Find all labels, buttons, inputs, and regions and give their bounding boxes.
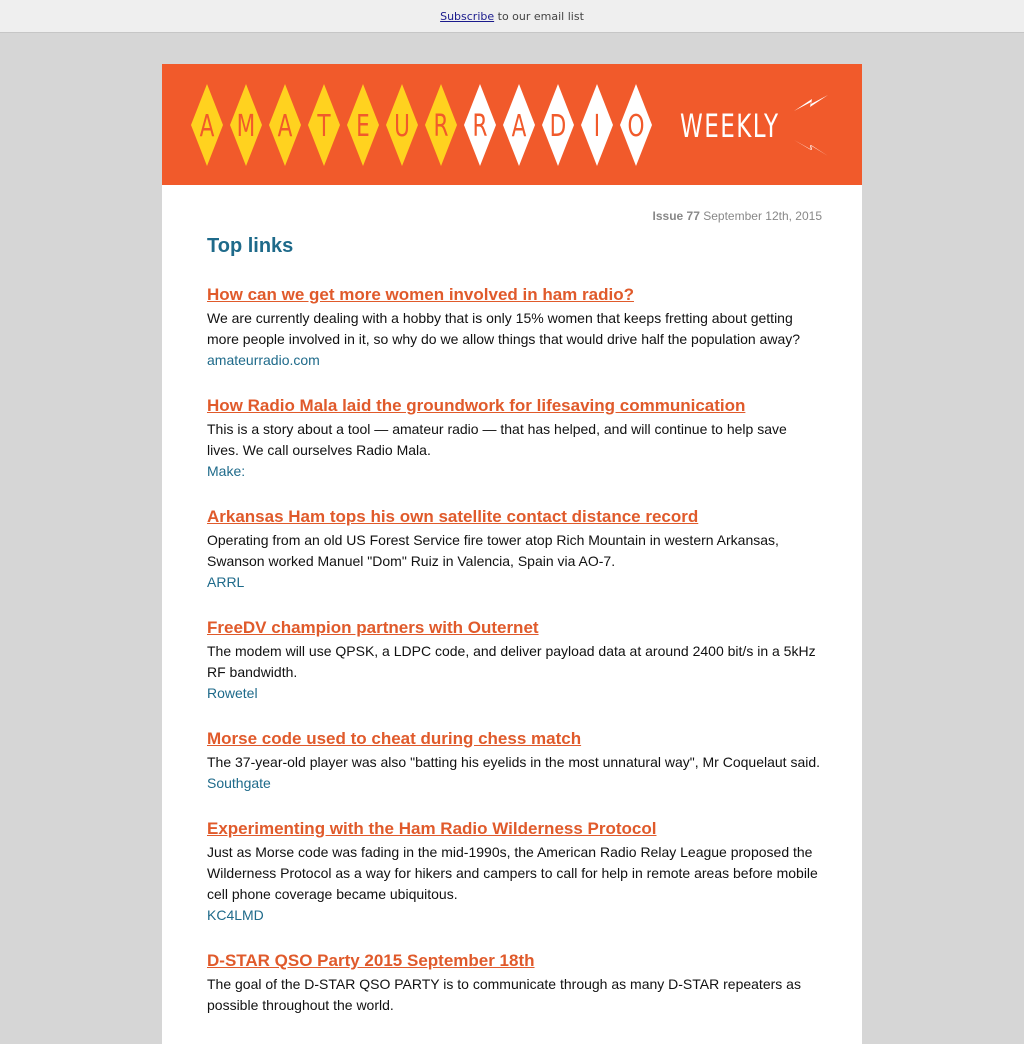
article-source-link[interactable]: KC4LMD — [207, 907, 264, 923]
lightning-bolt-icon — [794, 140, 828, 156]
logo-diamond — [581, 84, 613, 166]
article-item — [207, 950, 822, 1016]
logo-letter: U — [394, 109, 410, 145]
article-description: Just as Morse code was fading in the mid-1990s, the American Radio Relay League proposed the Wilderness Protocol as a way for hikers and campers to call for help in remote areas before mobile cell phone coverage became ubiquitous. — [207, 844, 818, 902]
article-title-link[interactable]: How Radio Mala laid the groundwork for lifesaving communication — [207, 396, 746, 415]
issue-date: September 12th, 2015 — [703, 209, 822, 223]
logo-diamond — [503, 84, 535, 166]
logo-letter: A — [277, 109, 293, 145]
logo-letter: A — [511, 109, 527, 145]
logo-diamond — [620, 84, 652, 166]
article-item — [207, 284, 822, 371]
header-banner — [162, 64, 862, 185]
article-source-link[interactable]: amateurradio.com — [207, 352, 320, 368]
article-description: Operating from an old US Forest Service fire tower atop Rich Mountain in western Arkansas, Swanson worked Manuel "Dom" Ruiz in Valencia, Spain via AO-7. — [207, 532, 779, 569]
logo-letter: A — [199, 109, 215, 145]
article-item — [207, 728, 822, 794]
article-title-link[interactable]: Experimenting with the Ham Radio Wilderness Protocol — [207, 819, 657, 838]
article-list — [207, 284, 822, 1040]
subscribe-text: to our email list — [494, 10, 584, 23]
article-description: The goal of the D-STAR QSO PARTY is to communicate through as many D-STAR repeaters as possible throughout the world. — [207, 976, 801, 1013]
logo-letter: I — [593, 109, 601, 145]
article-item — [207, 395, 822, 482]
logo-diamond — [386, 84, 418, 166]
logo-diamond — [269, 84, 301, 166]
subscribe-bar — [0, 0, 1024, 33]
subscribe-link[interactable]: Subscribe — [440, 10, 495, 23]
article-item — [207, 818, 822, 926]
article-description: We are currently dealing with a hobby that is only 15% women that keeps fretting about getting more people involved in it, so why do we allow things that would drive half the population away? — [207, 310, 801, 347]
logo-diamond — [542, 84, 574, 166]
article-title-link[interactable]: FreeDV champion partners with Outernet — [207, 618, 539, 637]
logo-diamond — [347, 84, 379, 166]
article-title-link[interactable]: How can we get more women involved in ham radio? — [207, 285, 634, 304]
article-item — [207, 617, 822, 704]
article-source-link[interactable]: Southgate — [207, 775, 271, 791]
logo-diamond — [308, 84, 340, 166]
logo-letter: D — [549, 109, 567, 145]
article-item — [207, 506, 822, 593]
logo-letter: O — [627, 109, 645, 145]
article-title-link[interactable]: Morse code used to cheat during chess match — [207, 729, 582, 748]
logo-diamond — [230, 84, 262, 166]
logo-letter: R — [472, 109, 488, 145]
article-description: The 37-year-old player was also "batting his eyelids in the most unnatural way", Mr Coquelaut said. — [207, 754, 821, 770]
newsletter-container — [162, 64, 862, 1044]
amateur-radio-weekly-logo — [162, 64, 862, 185]
issue-number: Issue 77 — [652, 209, 700, 223]
logo-diamond — [425, 84, 457, 166]
article-source-link[interactable]: Make: — [207, 463, 246, 479]
logo-letter: T — [317, 109, 331, 145]
logo-diamond — [191, 84, 223, 166]
logo-letter: R — [433, 109, 449, 145]
article-title-link[interactable]: D-STAR QSO Party 2015 September 18th — [207, 951, 535, 970]
logo-letter: M — [236, 109, 256, 145]
logo-weekly-text: WEEKLY — [680, 107, 780, 146]
logo-letter: E — [356, 109, 370, 145]
article-description: This is a story about a tool — amateur radio — that has helped, and will continue to help save lives. We call ourselves Radio Mala. — [207, 421, 787, 458]
article-title-link[interactable]: Arkansas Ham tops his own satellite contact distance record — [207, 507, 699, 526]
issue-info — [653, 209, 822, 223]
article-source-link[interactable]: Rowetel — [207, 685, 258, 701]
article-description: The modem will use QPSK, a LDPC code, and deliver payload data at around 2400 bit/s in a 5kHz RF bandwidth. — [207, 643, 816, 680]
lightning-bolt-icon — [794, 95, 828, 111]
section-title: Top links — [207, 235, 294, 257]
article-source-link[interactable]: ARRL — [207, 574, 245, 590]
logo-diamond — [464, 84, 496, 166]
